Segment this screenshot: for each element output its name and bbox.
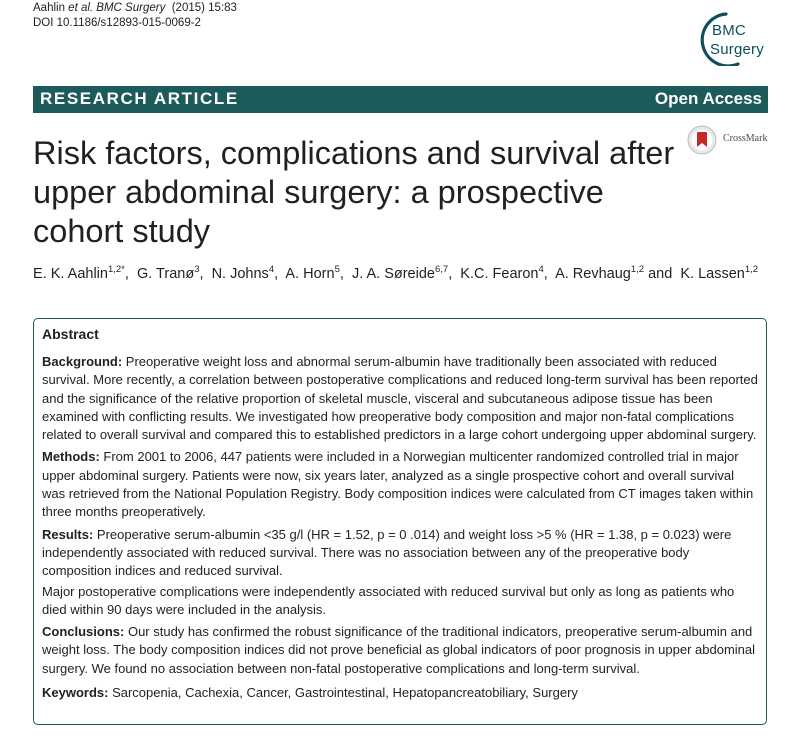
author-separator: ,	[274, 266, 283, 282]
abstract-heading: Abstract	[42, 326, 99, 342]
author-affiliation: 4	[268, 264, 275, 276]
conclusions-text: Our study has confirmed the robust significance of the traditional indicators, preoperative serum-albumin and weight loss. The body composition indices did not prove beneficial as global indicators of poor prognosis in upper abdominal surgery. We found no association between non-fatal postoperative complications and long-term survival.	[42, 624, 756, 676]
author-separator: ,	[448, 266, 457, 282]
author-affiliation: 6,7	[434, 264, 449, 276]
methods-text: From 2001 to 2006, 447 patients were included in a Norwegian multicenter randomized controlled trial in major upper abdominal surgery. Patients were now, six years later, analyzed as a single prospective cohort and overall survival was retrieved from the National Population Registry. Body composition indices were calculated from CT images taken within three months preoperatively.	[42, 449, 754, 520]
author-name: J. A. Søreide	[351, 266, 435, 282]
citation-journal: et al. BMC Surgery	[68, 2, 166, 14]
author-separator: ,	[124, 266, 133, 282]
author-name: G. Tranø	[136, 266, 195, 282]
author[interactable]	[285, 266, 339, 282]
author-affiliation: 3	[194, 264, 200, 276]
results-text: Preoperative serum-albumin <35 g/l (HR = 1.52, p = 0 .014) and weight loss >5 % (HR = 1.38, p = 0.023) were independently associated with reduced survival. There was no association between any of the preoperative body composition indices and reduced survival.	[42, 526, 732, 579]
abstract-conclusions	[42, 623, 758, 678]
abstract-background	[42, 353, 758, 444]
author-separator: ,	[543, 266, 552, 282]
author[interactable]	[680, 266, 758, 282]
conclusions-label: Conclusions:	[42, 624, 125, 640]
results-label: Results:	[42, 526, 94, 542]
author[interactable]	[460, 266, 543, 282]
keywords-text: Sarcopenia, Cachexia, Cancer, Gastrointestinal, Hepatopancreatobiliary, Surgery	[108, 685, 578, 701]
citation-line	[33, 1, 237, 16]
author-separator: ,	[339, 266, 348, 282]
author-affiliation: 5	[334, 264, 340, 276]
crossmark-label: CrossMark	[723, 133, 768, 144]
author-name: N. Johns	[211, 266, 269, 282]
author-name: E. K. Aahlin	[33, 266, 108, 282]
author[interactable]	[137, 266, 200, 282]
author-separator: ,	[199, 266, 208, 282]
background-text: Preoperative weight loss and abnormal serum-albumin have traditionally been associated with reduced survival. More recently, a correlation between postoperative complications and reduced long-term survival has been reported and the significance of the relative proportion of skeletal muscle, visceral and subcutaneous adipose tissue has been examined with conflicting results. We investigated how preoperative body composition and major non-fatal complications related to overall survival and compared this to established predictors in a large cohort undergoing upper abdominal surgery.	[42, 354, 758, 443]
background-label: Background:	[42, 354, 123, 369]
crossmark-badge[interactable]	[686, 124, 776, 156]
author-name: A. Horn	[285, 266, 335, 282]
author-name: K. Lassen	[680, 266, 745, 282]
author-affiliation: 4	[538, 264, 544, 276]
abstract-keywords	[42, 684, 758, 702]
article-type-label: RESEARCH ARTICLE	[40, 89, 239, 108]
author-list	[33, 263, 773, 285]
author-name: K.C. Fearon	[460, 266, 539, 282]
citation-header	[33, 1, 237, 31]
article-type-banner	[33, 86, 768, 113]
article-title: Risk factors, complications and survival after upper abdominal surgery: a prospective cohort study	[33, 135, 675, 249]
author-name: A. Revhaug	[555, 266, 631, 282]
citation-year-pages: (2015) 15:83	[165, 2, 237, 14]
author-affiliation: 1,2	[630, 264, 645, 276]
abstract-methods	[42, 448, 758, 521]
keywords-label: Keywords:	[42, 685, 109, 701]
author-affiliation: 1,2*	[107, 264, 125, 276]
author[interactable]	[212, 266, 275, 282]
open-access-label: Open Access	[654, 89, 762, 108]
author-affiliation: 1,2	[744, 264, 759, 276]
author[interactable]	[555, 266, 644, 282]
abstract-results-continued: Major postoperative complications were independently associated with reduced survival but only as long as patients who died within 90 days were included in the analysis.	[42, 583, 735, 617]
citation-authors: Aahlin	[33, 2, 69, 14]
author-separator: and	[644, 266, 677, 282]
doi-line[interactable]: DOI 10.1186/s12893-015-0069-2	[33, 17, 201, 29]
author[interactable]	[352, 266, 448, 282]
author[interactable]	[33, 266, 125, 282]
bmc-surgery-logo	[696, 6, 776, 66]
methods-label: Methods:	[42, 449, 100, 465]
logo-text-surgery: Surgery	[710, 41, 764, 58]
abstract-results	[42, 526, 758, 581]
abstract-box	[33, 318, 767, 725]
crossmark-icon	[686, 124, 720, 156]
logo-text-bmc: BMC	[712, 22, 746, 39]
